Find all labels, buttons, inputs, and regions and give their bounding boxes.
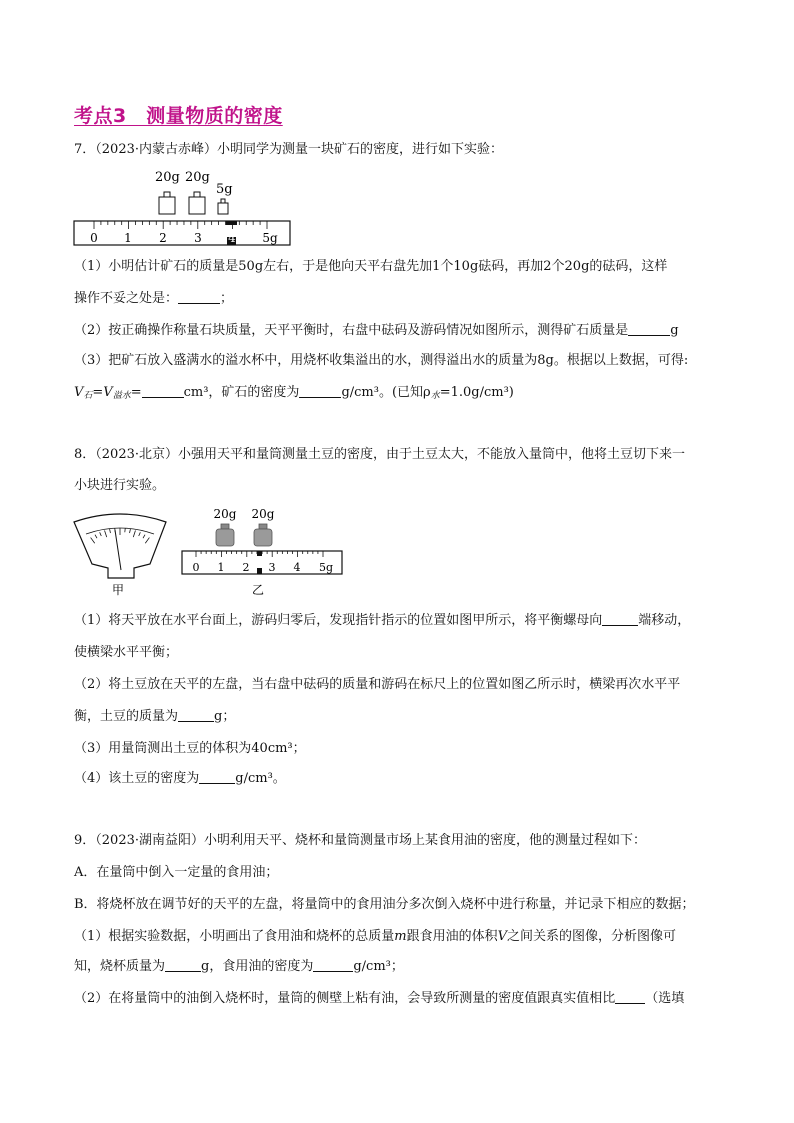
q9-part1-end: 之间关系的图像，分析图像可 xyxy=(507,929,677,944)
q7-part3-blank-volume[interactable] xyxy=(142,385,184,398)
q7-part3-line2 xyxy=(74,384,514,405)
q8-dial-outline xyxy=(74,514,166,578)
q7-part2-line xyxy=(74,322,679,340)
q8-part2-blank[interactable] xyxy=(178,709,214,722)
q7-sub-stone: 石 xyxy=(83,391,93,401)
q8-scale-label-2: 2 xyxy=(242,561,250,574)
q7-part3-line1: （3）把矿石放入盛满水的溢水杯中，用烧杯收集溢出的水，测得溢出水的质量为8g。根据以上数据，可得: xyxy=(74,353,689,368)
q7-scale-label-5: 5g xyxy=(262,231,278,245)
q7-weight-20g-1 xyxy=(159,192,175,214)
q7-weight-label-2: 20g xyxy=(185,170,210,185)
q7-rider-top xyxy=(226,221,237,225)
section-heading: 考点3 测量物质的密度 xyxy=(74,105,283,127)
q7-scale-label-1: 1 xyxy=(124,231,132,245)
q8-part4-line xyxy=(74,770,286,788)
q8-weight-label-1: 20g xyxy=(213,507,237,521)
q8-part2-text: 衡，土豆的质量为 xyxy=(74,709,179,724)
q7-eq-sign: = xyxy=(130,385,142,400)
q7-weight-20g-2 xyxy=(189,192,205,214)
q8-scale-label-0: 0 xyxy=(192,561,200,574)
q7-scale-label-4: 4 xyxy=(228,231,236,245)
q8-part4-end: g/cm³。 xyxy=(235,771,286,786)
q7-scale-label-2: 2 xyxy=(159,231,167,245)
q9-var-m: m xyxy=(394,929,407,944)
q8-part1-text: （1）将天平放在水平台面上，游码归零后，发现指针指示的位置如图甲所示，将平衡螺母向 xyxy=(74,613,603,628)
q7-weight-label-1: 20g xyxy=(155,170,180,185)
q7-part1-line2 xyxy=(74,290,233,308)
q8-pointer-dial-figure xyxy=(68,508,178,598)
q8-part4-text: （4）该土豆的密度为 xyxy=(74,771,200,786)
q8-weight-20g-2 xyxy=(254,524,272,546)
q7-part2-text: （2）按正确操作称量石块质量，天平平衡时，右盘中砝码及游码情况如图所示，测得矿石质量是 xyxy=(74,323,629,338)
q7-part2-unit: g xyxy=(670,323,679,338)
q7-scale-bar xyxy=(74,221,290,245)
q7-var-v: V xyxy=(74,385,84,400)
q9-part2-text: （2）在将量筒中的油倒入烧杯时，量筒的侧壁上粘有油，会导致所测量的密度值跟真实值相比 xyxy=(74,991,616,1006)
q8-rider-bottom xyxy=(257,568,262,574)
q8-part1-line2: 使横梁水平平衡； xyxy=(74,645,179,660)
q7-part1-line1: （1）小明估计矿石的质量是50g左右，于是他向天平右盘先加1个10g砝码，再加2个20g的砝码，这样 xyxy=(74,259,668,274)
q8-rider-top xyxy=(257,551,262,556)
q7-eq-v: =V xyxy=(92,385,113,400)
q9-part1-blank-density[interactable] xyxy=(313,959,353,972)
q8-balance-scale-figure xyxy=(176,504,346,600)
q8-scale-label-5: 5g xyxy=(318,561,334,574)
q9-part2-end: （选填 xyxy=(645,991,685,1006)
q8-weight-20g-1 xyxy=(216,524,234,546)
q9-part2-line xyxy=(74,990,684,1008)
q7-weight-label-3: 5g xyxy=(216,182,233,197)
q8-weight-label-2: 20g xyxy=(251,507,275,521)
q7-scale-label-3: 3 xyxy=(194,231,202,245)
q7-part1-text: 操作不妥之处是： xyxy=(74,291,179,306)
q8-part1-blank[interactable] xyxy=(602,613,638,626)
q9-part1-blank-mass[interactable] xyxy=(165,959,201,972)
q8-part4-blank[interactable] xyxy=(199,771,235,784)
q7-part3-blank-density[interactable] xyxy=(299,385,341,398)
q9-step-a: A．在量筒中倒入一定量的食用油； xyxy=(74,865,279,880)
q9-step-b: B．将烧杯放在调节好的天平的左盘，将量筒中的食用油分多次倒入烧杯中进行称量，并记录下相应的数据； xyxy=(74,897,695,912)
q9-part1-mid2: g，食用油的密度为 xyxy=(201,959,314,974)
q7-balance-scale-figure xyxy=(60,166,300,248)
q9-part2-blank[interactable] xyxy=(615,991,645,1004)
q8-part1-end: 端移动， xyxy=(638,613,691,628)
q8-label-a: 甲 xyxy=(111,583,125,597)
q7-part3-tail: =1.0g/cm³) xyxy=(439,385,514,400)
q7-part1-blank[interactable] xyxy=(178,291,220,304)
q8-part3-line: （3）用量筒测出土豆的体积为40cm³； xyxy=(74,741,306,756)
q8-part2-end: g； xyxy=(214,709,236,724)
q7-part1-end: ； xyxy=(220,291,234,306)
q9-part1-line1 xyxy=(74,928,676,946)
q7-weight-5g xyxy=(218,199,228,214)
q7-sub-water: 水 xyxy=(430,391,440,401)
q7-part3-unit1: cm³，矿石的密度为 xyxy=(183,385,300,400)
q7-part3-unit2: g/cm³。(已知ρ xyxy=(341,385,431,400)
q7-stem: 7．（2023·内蒙古赤峰）小明同学为测量一块矿石的密度，进行如下实验： xyxy=(74,142,503,157)
q9-part1-text2: 知，烧杯质量为 xyxy=(74,959,166,974)
q9-part1-text: （1）根据实验数据，小明画出了食用油和烧杯的总质量 xyxy=(74,929,395,944)
q9-var-v: V xyxy=(497,929,508,944)
q7-scale-label-0: 0 xyxy=(90,231,98,245)
q9-part1-line2 xyxy=(74,958,404,976)
q8-part2-line2 xyxy=(74,708,235,726)
q8-scale-label-4: 4 xyxy=(293,561,301,574)
q8-part2-line1: （2）将土豆放在天平的左盘，当右盘中砝码的质量和游码在标尺上的位置如图乙所示时，横梁再次水平平 xyxy=(74,677,681,692)
q9-part1-end2: g/cm³； xyxy=(353,959,404,974)
q8-stem-line2: 小块进行实验。 xyxy=(74,478,166,493)
q9-stem: 9．（2023·湖南益阳）小明利用天平、烧杯和量筒测量市场上某食用油的密度，他的测量过程如下： xyxy=(74,833,646,848)
q7-sub-overflow: 溢水 xyxy=(112,391,131,401)
q8-part1-line1 xyxy=(74,612,690,630)
q8-label-b: 乙 xyxy=(251,583,265,597)
q9-part1-mid: 跟食用油的体积 xyxy=(406,929,498,944)
q8-scale-label-1: 1 xyxy=(217,561,225,574)
q7-part2-blank[interactable] xyxy=(628,323,670,336)
q8-scale-label-3: 3 xyxy=(268,561,276,574)
q8-stem-line1: 8．（2023·北京）小强用天平和量筒测量土豆的密度，由于土豆太大，不能放入量筒中，他将土豆切下来一 xyxy=(74,447,685,462)
